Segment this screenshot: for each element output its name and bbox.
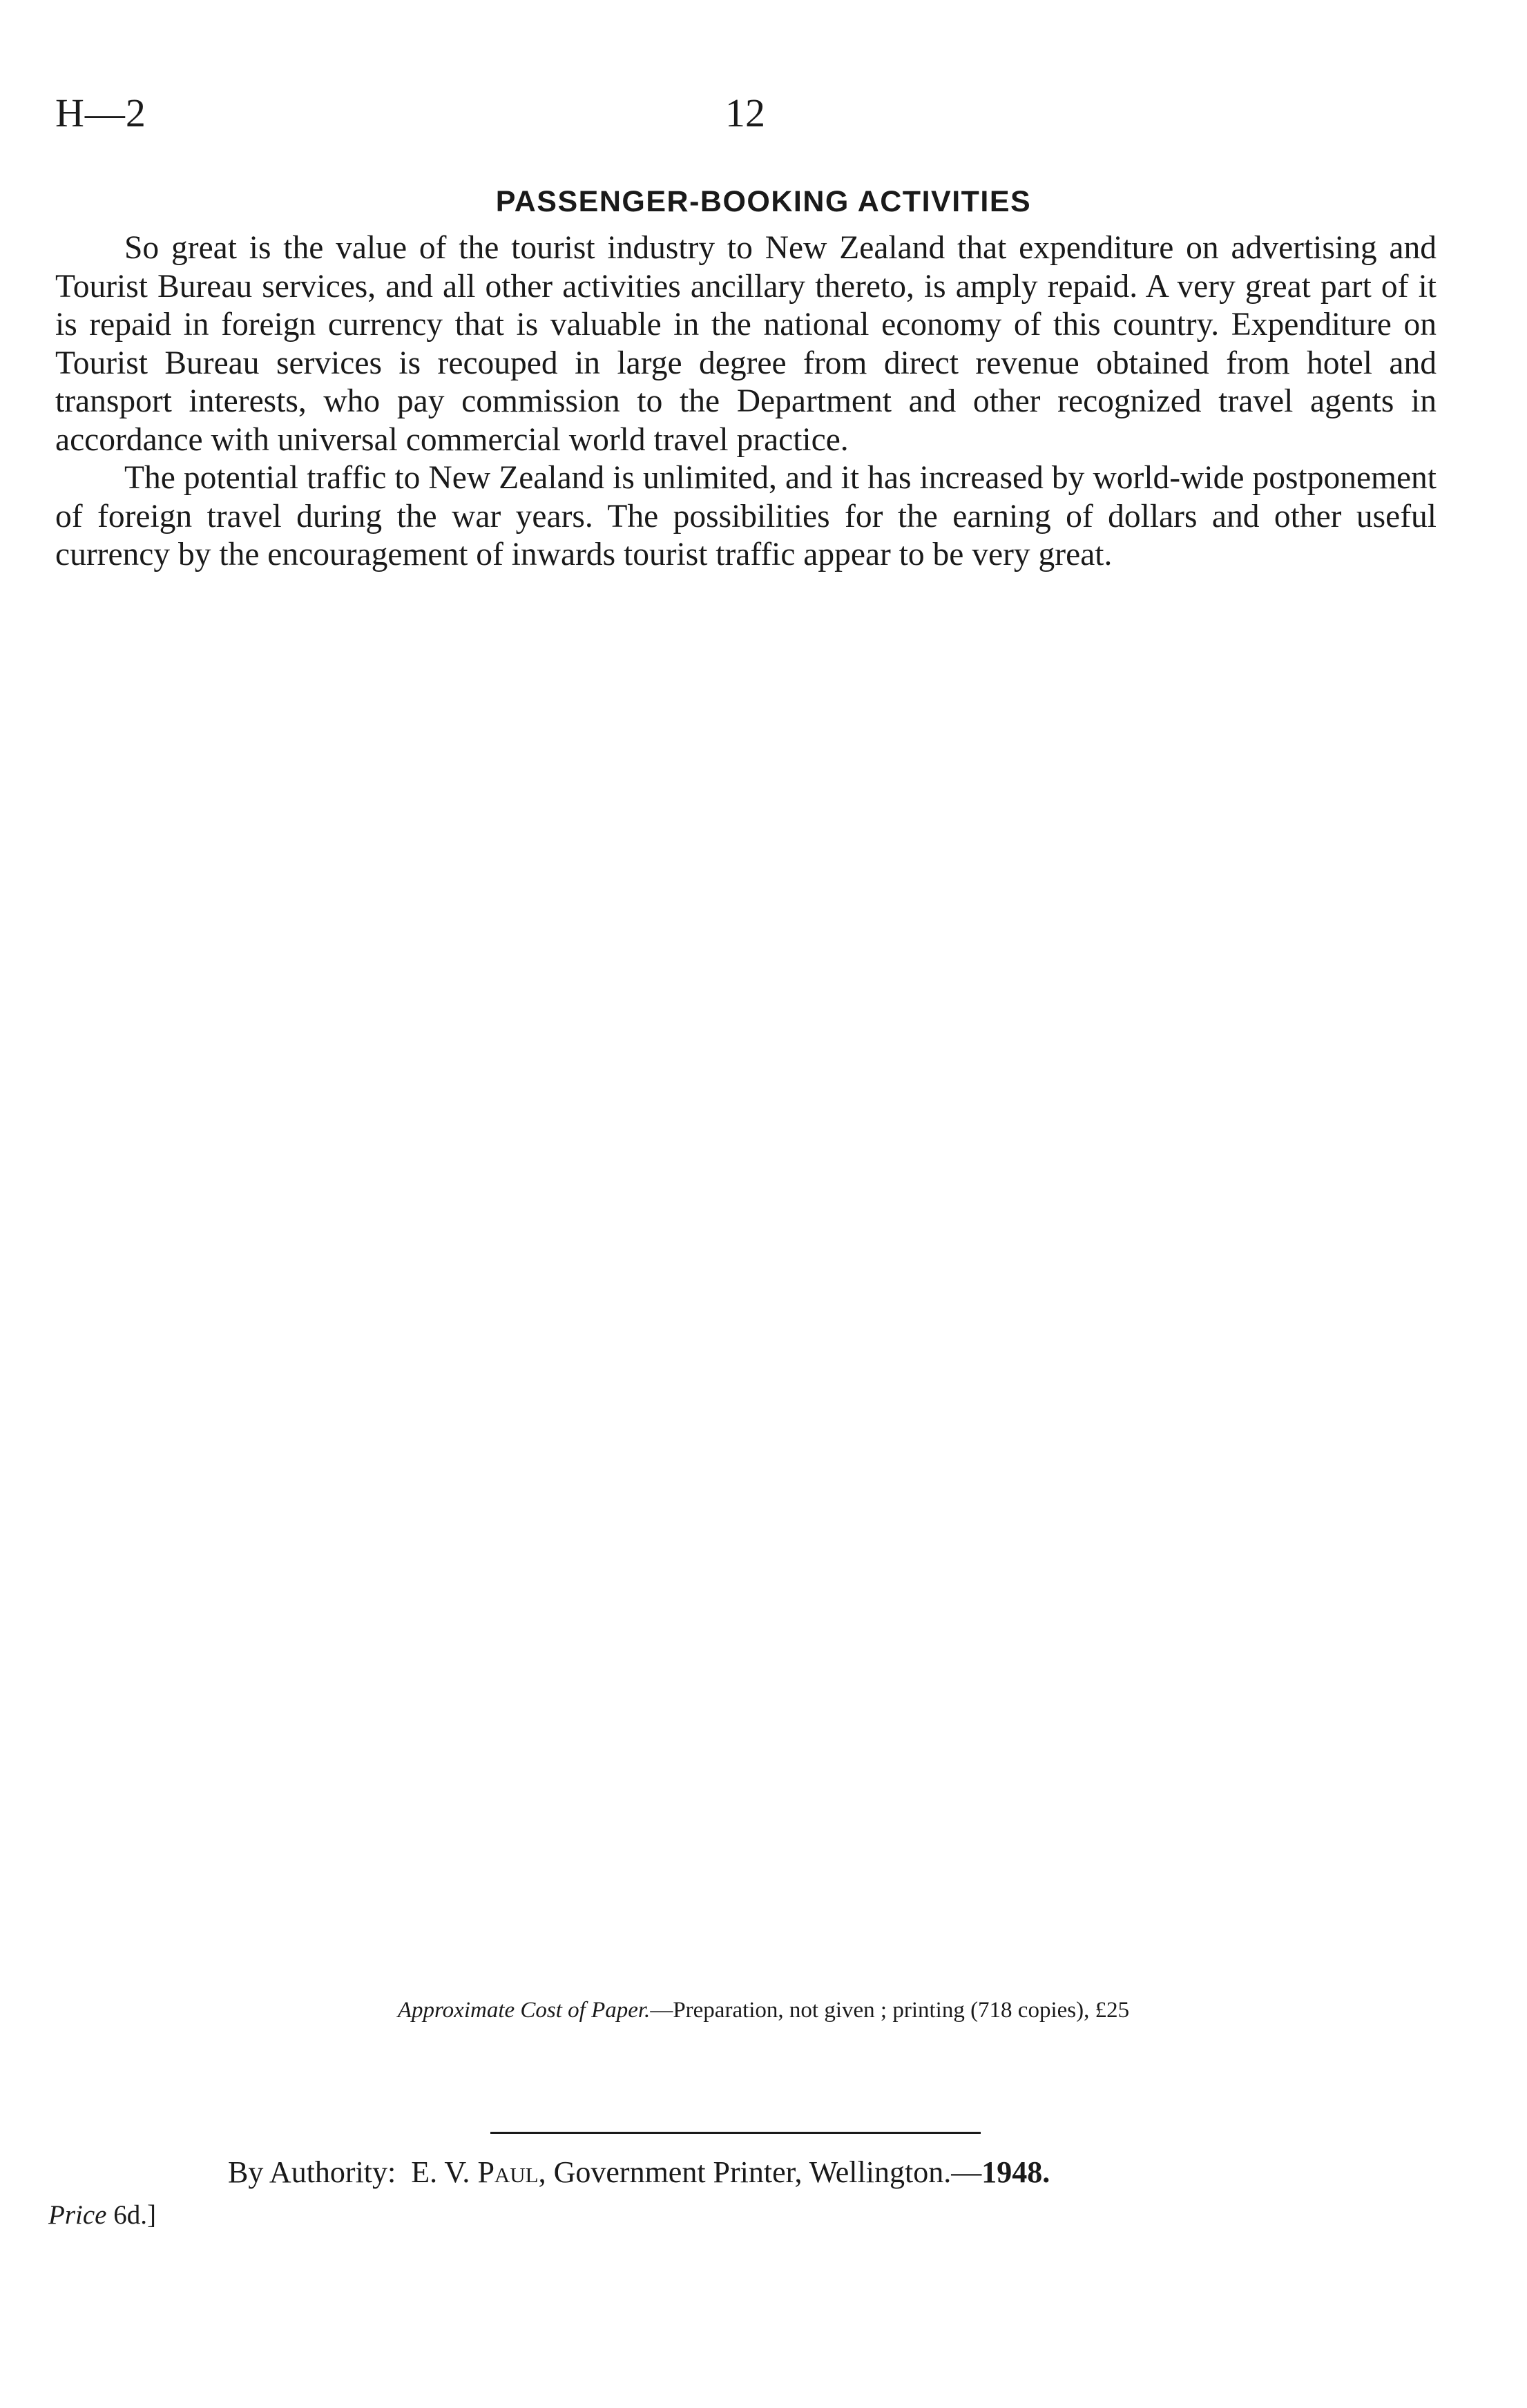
- imprint-prefix: By Authority:: [228, 2155, 396, 2189]
- body-text: [55, 229, 1437, 575]
- price-label: Price: [48, 2200, 107, 2230]
- paragraph-1: So great is the value of the tourist industry to New Zealand that expenditure on advertising and Tourist Bureau services, and all other activities ancillary thereto, is amply repaid. A very great part of it is repaid in foreign currency that is valuable in the national economy of this country. Expenditure on Tourist Bureau services is recouped in large degree from direct revenue obtained from hotel and transport interests, who pay commission to the Department and other recognized travel agents in accordance with universal commercial world travel practice.: [55, 230, 1437, 458]
- price-note: [48, 2199, 156, 2231]
- imprint-initials: E. V.: [411, 2155, 470, 2189]
- cost-detail: —Preparation, not given ; printing (718 copies), £25: [650, 1998, 1130, 2023]
- footer-rule: [490, 2132, 981, 2134]
- imprint-year: 1948.: [981, 2155, 1050, 2189]
- page-number: 12: [725, 90, 765, 135]
- running-head: [55, 90, 1437, 145]
- series-code: H—2: [55, 90, 146, 135]
- printer-imprint: [228, 2155, 1050, 2190]
- price-value: 6d.]: [113, 2200, 156, 2230]
- section-title: PASSENGER-BOOKING ACTIVITIES: [495, 185, 1032, 218]
- paragraph-2: The potential traffic to New Zealand is unlimited, and it has increased by world-wide postponement of foreign travel during the war years. The possibilities for the earning of dollars and other useful currency by the encouragement of inwards tourist traffic appear to be very great.: [55, 460, 1437, 572]
- imprint-name: Paul,: [477, 2155, 546, 2189]
- imprint-rest: Government Printer, Wellington.—: [553, 2155, 982, 2189]
- cost-label: Approximate Cost of Paper.: [397, 1998, 651, 2023]
- cost-of-paper-note: [0, 1998, 1527, 2023]
